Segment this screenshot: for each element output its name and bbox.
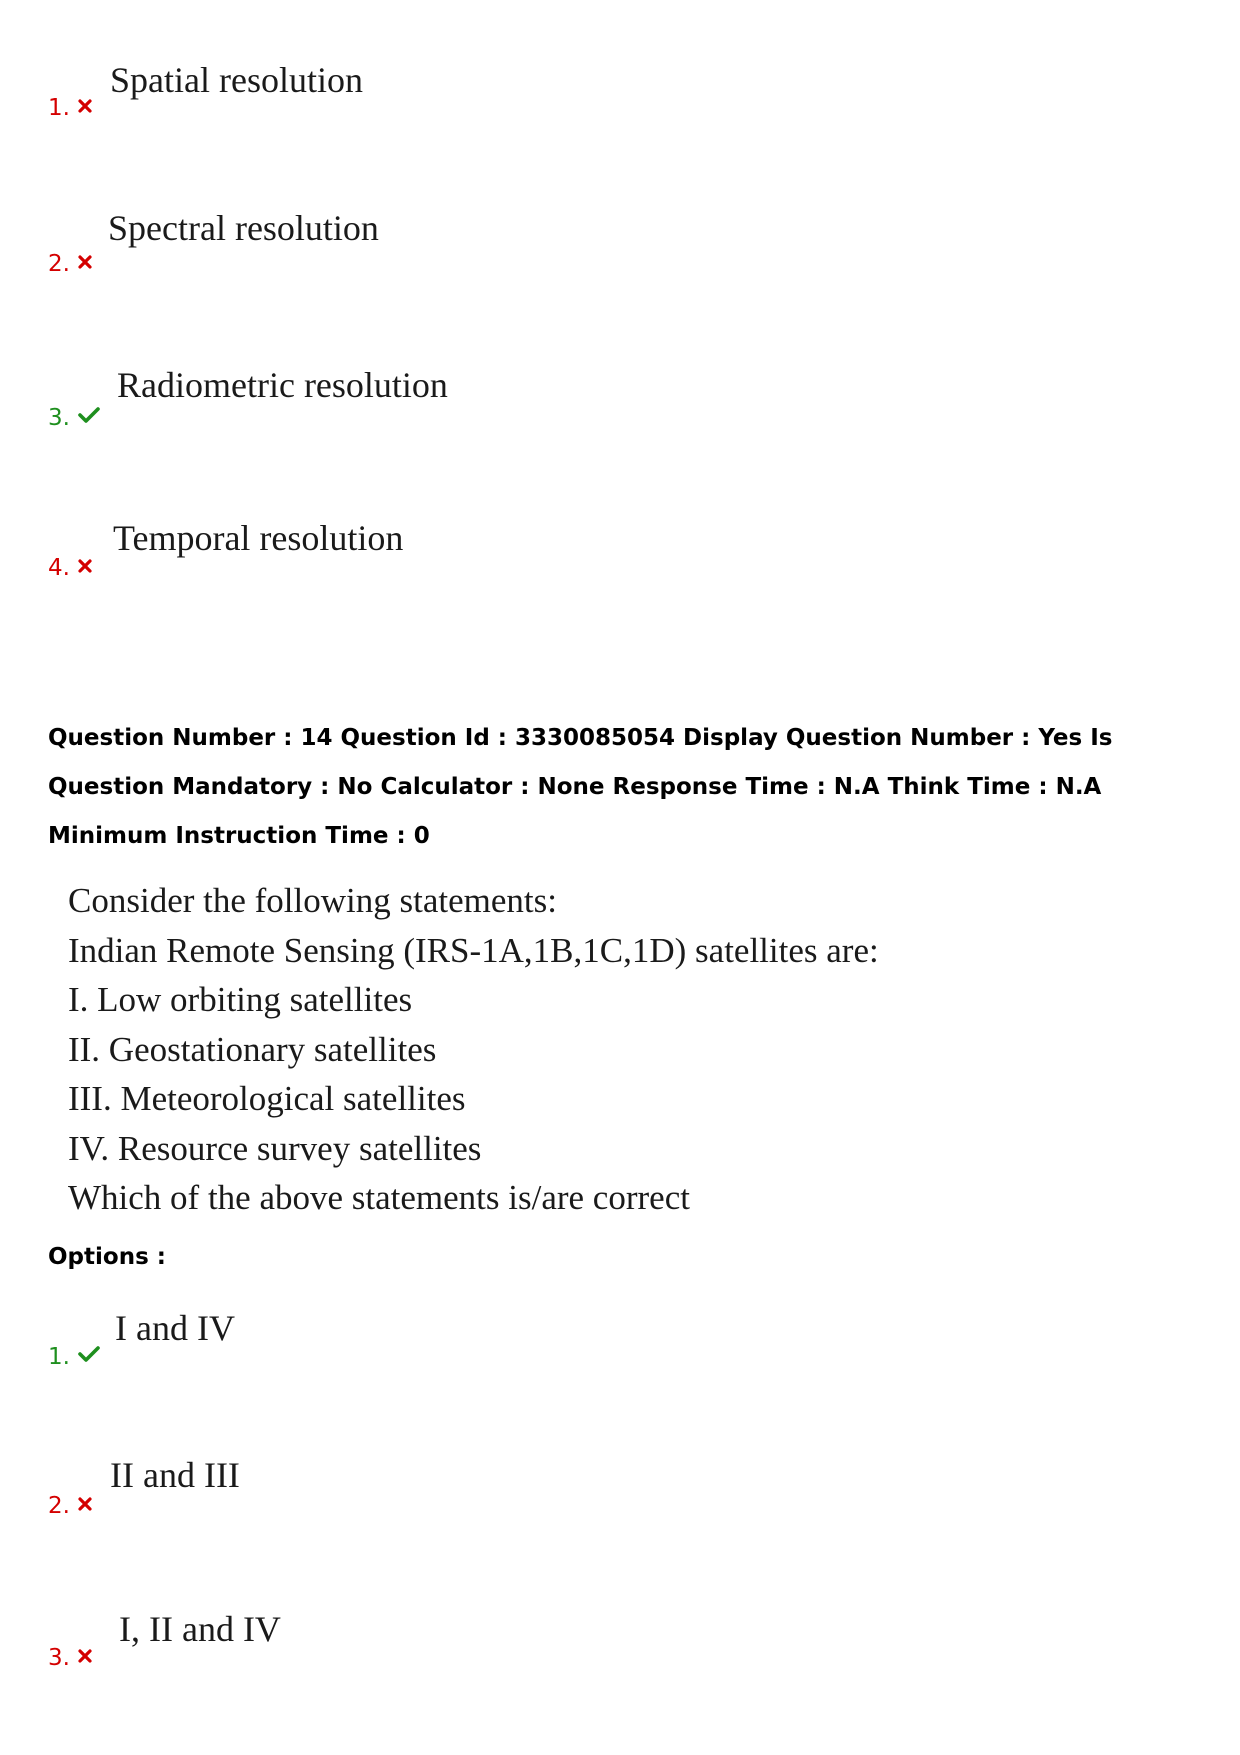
check-icon bbox=[78, 405, 100, 428]
option-number: 1. bbox=[48, 1344, 70, 1370]
statement-line: III. Meteorological satellites bbox=[68, 1079, 466, 1118]
statement-line: Which of the above statements is/are correct bbox=[68, 1178, 690, 1217]
option-text: I, II and IV bbox=[119, 1609, 281, 1649]
statement-line: Consider the following statements: bbox=[68, 881, 557, 920]
option-text: Spectral resolution bbox=[108, 208, 379, 248]
option-number: 2. bbox=[48, 251, 70, 277]
check-icon bbox=[78, 1344, 100, 1367]
option-text: II and III bbox=[110, 1455, 240, 1495]
option-number: 3. bbox=[48, 1645, 70, 1671]
option-number: 3. bbox=[48, 405, 70, 431]
option-text: Radiometric resolution bbox=[117, 365, 448, 405]
option-text: Spatial resolution bbox=[110, 60, 363, 100]
cross-icon bbox=[78, 555, 92, 578]
option-number: 1. bbox=[48, 95, 70, 121]
cross-icon bbox=[78, 95, 92, 118]
option-text: Temporal resolution bbox=[113, 518, 404, 558]
options-label: Options : bbox=[48, 1244, 166, 1270]
statement-line: I. Low orbiting satellites bbox=[68, 980, 413, 1019]
cross-icon bbox=[78, 251, 92, 274]
cross-icon bbox=[78, 1645, 92, 1668]
question-meta: Question Number : 14 Question Id : 3330085054 Display Question Number : Yes Is Question Mandatory : No Calculator : None Response Time : N.A Think Time : N.A Minimum Instruction Time : 0 bbox=[48, 725, 1113, 849]
cross-icon bbox=[78, 1493, 92, 1516]
statement-line: Indian Remote Sensing (IRS-1A,1B,1C,1D) satellites are: bbox=[68, 930, 879, 970]
option-number: 4. bbox=[48, 555, 70, 581]
option-text: I and IV bbox=[115, 1308, 235, 1348]
statement-line: II. Geostationary satellites bbox=[68, 1029, 437, 1069]
statement-line: IV. Resource survey satellites bbox=[68, 1128, 482, 1168]
option-number: 2. bbox=[48, 1493, 70, 1519]
question-statement bbox=[68, 876, 879, 1223]
